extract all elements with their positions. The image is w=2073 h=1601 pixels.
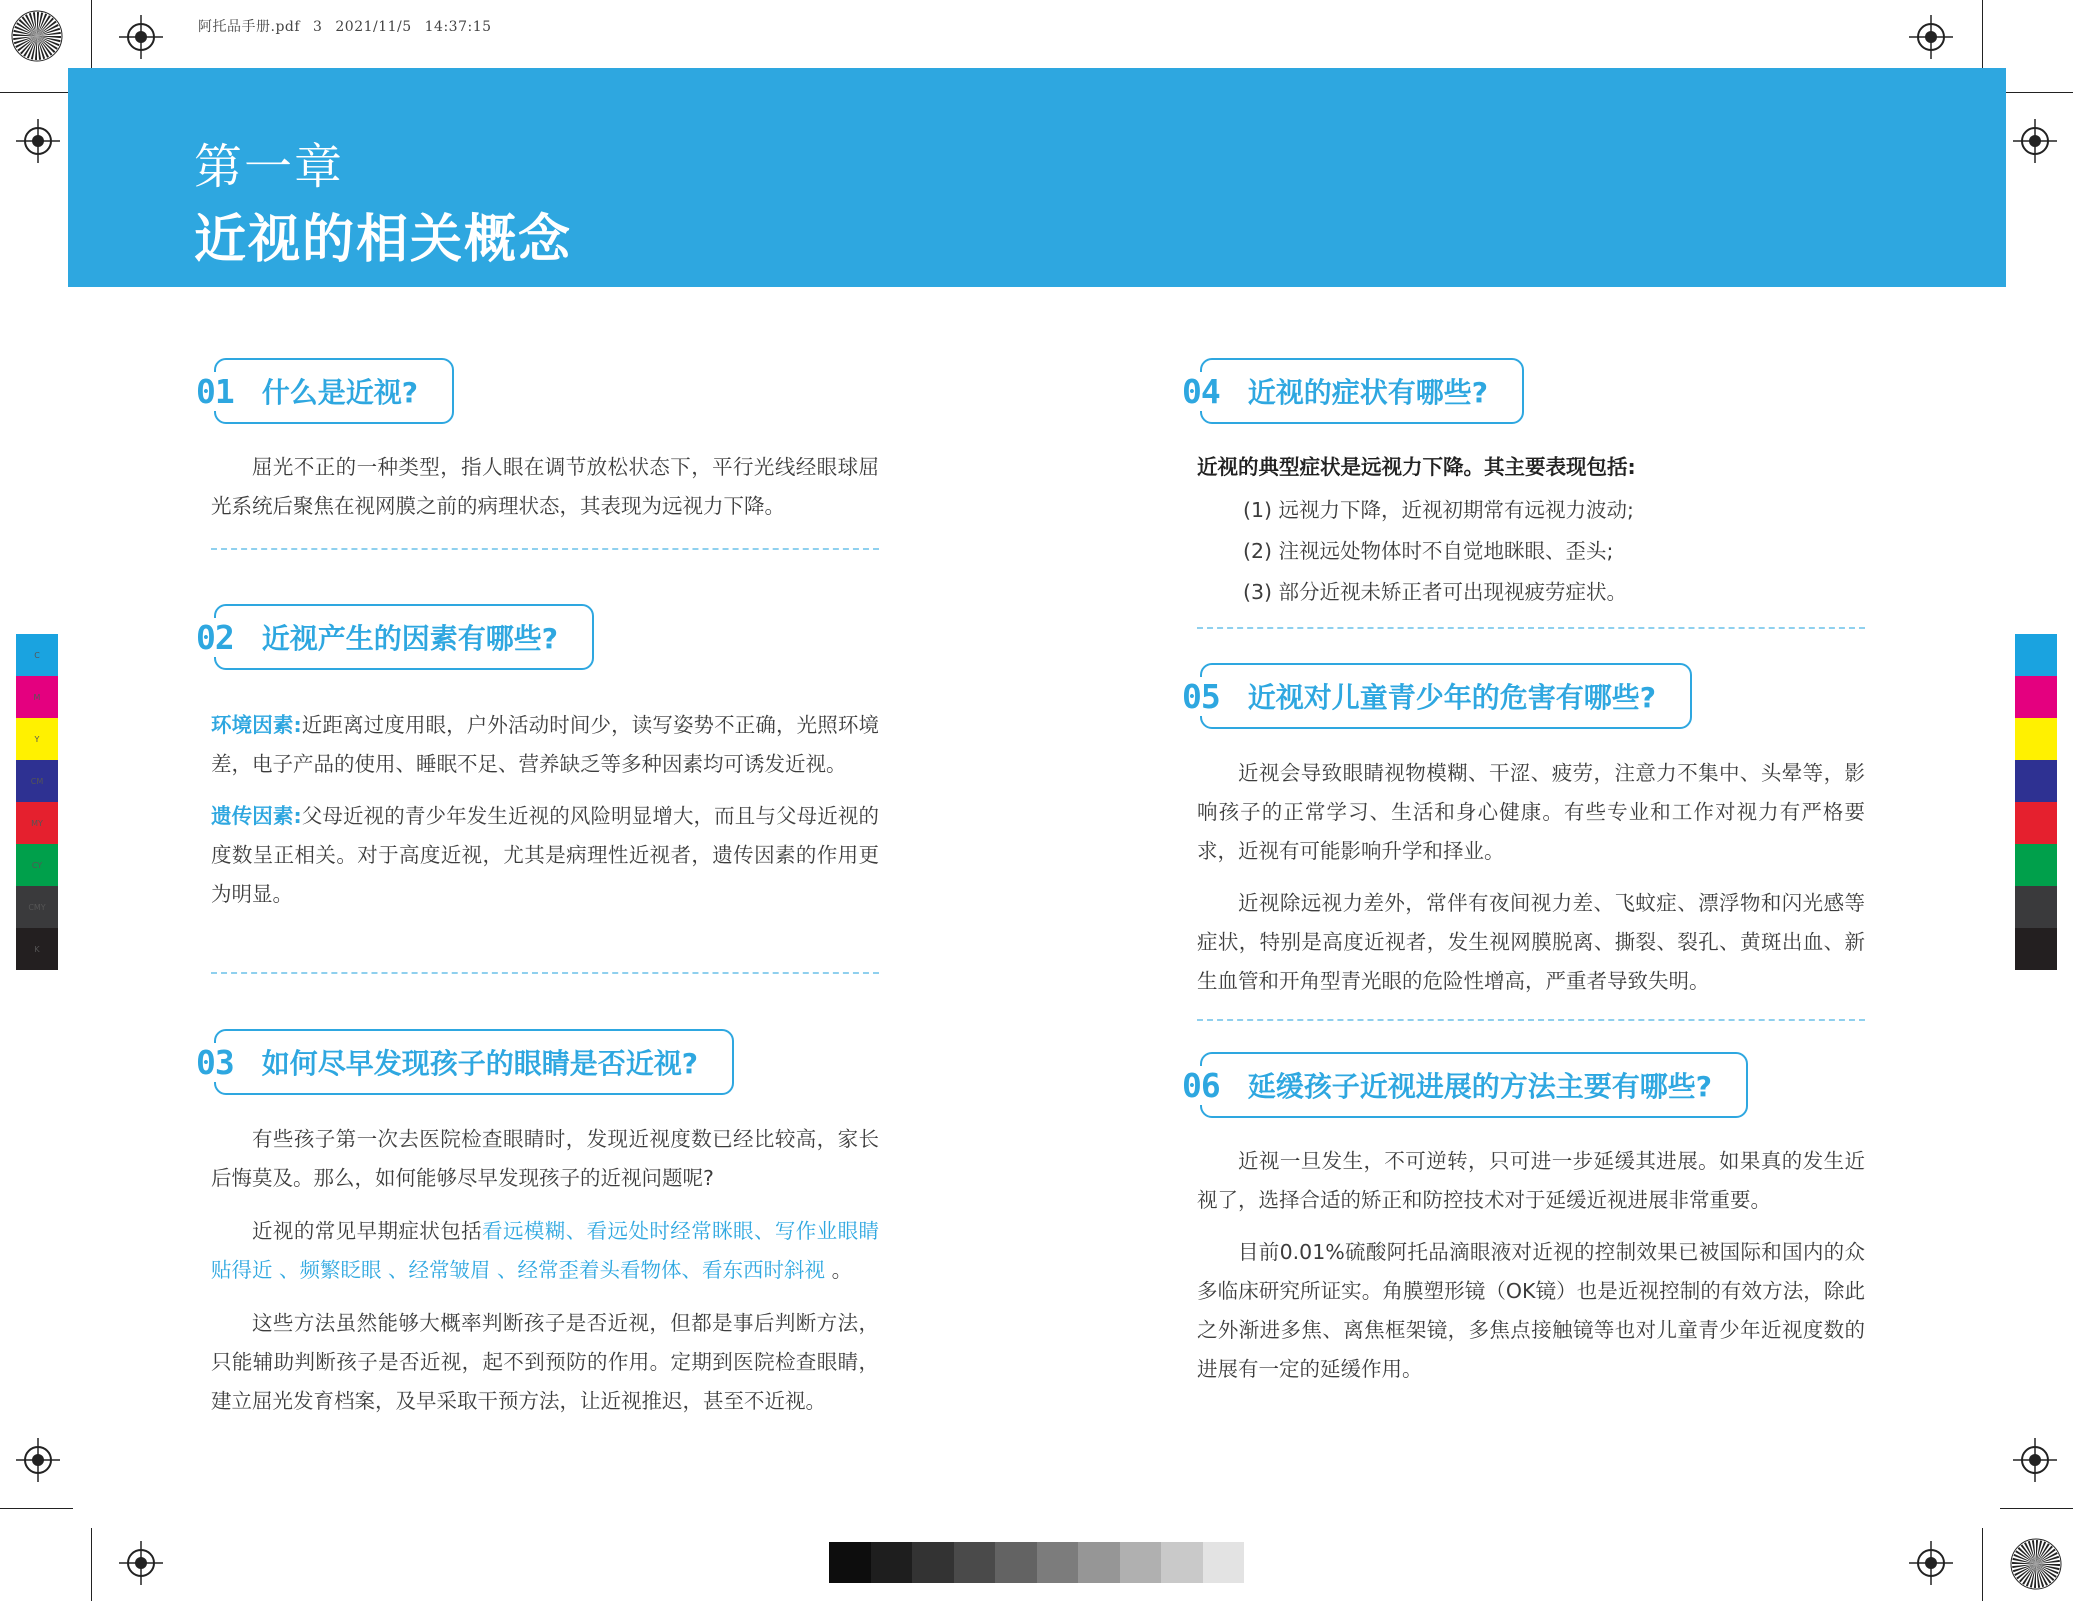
- registration-mark-icon: [119, 1541, 163, 1585]
- section-02-env-paragraph: [211, 706, 879, 784]
- gray-swatch: [1037, 1542, 1079, 1583]
- gray-swatch: [954, 1542, 996, 1583]
- color-swatch: [2015, 634, 2057, 676]
- trim-line: [0, 92, 73, 93]
- starburst-mark-icon: [11, 10, 63, 62]
- section-05-paragraph-1: 近视会导致眼睛视物模糊、干涩、疲劳，注意力不集中、头晕等，影响孩子的正常学习、生活和身心健康。有些专业和工作对视力有严格要求，近视有可能影响升学和择业。: [1197, 761, 1865, 863]
- trim-line: [1982, 1528, 1983, 1601]
- section-heading-01: [196, 358, 454, 424]
- section-divider: [211, 972, 879, 974]
- section-02-gen-paragraph: [211, 797, 879, 914]
- gray-scale-bar: [829, 1542, 1244, 1583]
- color-swatch: MY: [16, 802, 58, 844]
- color-swatch: [2015, 928, 2057, 970]
- chapter-label: 第一章: [194, 139, 345, 195]
- gray-swatch: [871, 1542, 913, 1583]
- gray-swatch: [1078, 1542, 1120, 1583]
- color-bar-right: [2015, 634, 2057, 970]
- color-swatch: [2015, 886, 2057, 928]
- section-heading-02: [196, 604, 594, 670]
- gen-text: 父母近视的青少年发生近视的风险明显增大，而且与父母近视的度数呈正相关。对于高度近视，尤其是病理性近视者，遗传因素的作用更为明显。: [211, 804, 880, 906]
- section-title: 近视的症状有哪些?: [1200, 358, 1524, 424]
- section-03-paragraph-1: 有些孩子第一次去医院检查眼睛时，发现近视度数已经比较高，家长后悔莫及。那么，如何能够尽早发现孩子的近视问题呢?: [211, 1127, 879, 1190]
- color-bar-left: [16, 634, 58, 970]
- symptoms-end: 。: [825, 1258, 853, 1282]
- env-label: 环境因素:: [211, 713, 302, 737]
- section-06-paragraph-1: 近视一旦发生，不可逆转，只可进一步延缓其进展。如果真的发生近视了，选择合适的矫正和防控技术对于延缓近视进展非常重要。: [1197, 1149, 1865, 1212]
- section-title: 近视产生的因素有哪些?: [214, 604, 594, 670]
- color-swatch: [2015, 844, 2057, 886]
- section-number: 05: [1182, 677, 1226, 716]
- print-page: 3: [313, 19, 323, 35]
- print-filename: 阿托品手册.pdf: [198, 19, 301, 35]
- gray-swatch: [912, 1542, 954, 1583]
- registration-mark-icon: [1909, 1541, 1953, 1585]
- color-swatch: M: [16, 676, 58, 718]
- list-item: (3) 部分近视未矫正者可出现视疲劳症状。: [1243, 580, 1628, 604]
- trim-line: [0, 1508, 73, 1509]
- section-divider: [1197, 1019, 1865, 1021]
- print-date: 2021/11/5: [335, 19, 412, 35]
- gen-label: 遗传因素:: [211, 804, 302, 828]
- section-title: 什么是近视?: [214, 358, 454, 424]
- color-swatch: CY: [16, 844, 58, 886]
- section-number: 03: [196, 1043, 240, 1082]
- chapter-title: 近视的相关概念: [194, 210, 573, 270]
- trim-line: [91, 0, 92, 73]
- gray-swatch: [995, 1542, 1037, 1583]
- section-divider: [1197, 627, 1865, 629]
- section-number: 02: [196, 618, 240, 657]
- list-item: (1) 远视力下降，近视初期常有远视力波动;: [1243, 498, 1634, 522]
- color-swatch: Y: [16, 718, 58, 760]
- color-swatch: [2015, 802, 2057, 844]
- symptoms-intro: 近视的常见早期症状包括: [252, 1219, 483, 1243]
- section-title: 如何尽早发现孩子的眼睛是否近视?: [214, 1029, 734, 1095]
- section-heading-05: [1182, 663, 1692, 729]
- section-04-list: [1243, 490, 1863, 613]
- section-05-paragraph-2: 近视除远视力差外，常伴有夜间视力差、飞蚊症、漂浮物和闪光感等症状，特别是高度近视者，发生视网膜脱离、撕裂、裂孔、黄斑出血、新生血管和开角型青光眼的危险性增高，严重者导致失明。: [1197, 891, 1865, 993]
- section-title: 近视对儿童青少年的危害有哪些?: [1200, 663, 1692, 729]
- section-divider: [211, 548, 879, 550]
- section-heading-03: [196, 1029, 734, 1095]
- section-number: 04: [1182, 372, 1226, 411]
- starburst-mark-icon: [2010, 1538, 2062, 1590]
- registration-mark-icon: [119, 15, 163, 59]
- section-06-paragraph-2: 目前0.01%硫酸阿托品滴眼液对近视的控制效果已被国际和国内的众多临床研究所证实。角膜塑形镜（OK镜）也是近视控制的有效方法，除此之外渐进多焦、离焦框架镜，多焦点接触镜等也对儿童青少年近视度数的进展有一定的延缓作用。: [1197, 1240, 1865, 1381]
- section-03-paragraph-3: 这些方法虽然能够大概率判断孩子是否近视，但都是事后判断方法，只能辅助判断孩子是否近视，起不到预防的作用。定期到医院检查眼睛，建立屈光发育档案，及早采取干预方法，让近视推迟，甚至不近视。: [211, 1311, 879, 1413]
- registration-mark-icon: [2013, 119, 2057, 163]
- symptoms-highlight: 看远模糊、看远处时经常眯眼、写作业眼睛贴得近 、频繁眨眼 、经常皱眉 、经常歪着头看物体、看东西时斜视: [211, 1219, 880, 1282]
- section-04-intro: 近视的典型症状是远视力下降。其主要表现包括:: [1197, 455, 1636, 479]
- section-01-paragraph: 屈光不正的一种类型，指人眼在调节放松状态下，平行光线经眼球屈光系统后聚焦在视网膜之前的病理状态，其表现为远视力下降。: [211, 455, 879, 518]
- print-time: 14:37:15: [424, 19, 492, 35]
- gray-swatch: [829, 1542, 871, 1583]
- section-heading-06: [1182, 1052, 1748, 1118]
- section-title: 延缓孩子近视进展的方法主要有哪些?: [1200, 1052, 1748, 1118]
- list-item: (2) 注视远处物体时不自觉地眯眼、歪头;: [1243, 539, 1614, 563]
- color-swatch: [2015, 718, 2057, 760]
- env-text: 近距离过度用眼，户外活动时间少，读写姿势不正确，光照环境差，电子产品的使用、睡眠不足、营养缺乏等多种因素均可诱发近视。: [211, 713, 880, 776]
- section-number: 01: [196, 372, 240, 411]
- color-swatch: C: [16, 634, 58, 676]
- section-number: 06: [1182, 1066, 1226, 1105]
- color-swatch: CMY: [16, 886, 58, 928]
- registration-mark-icon: [16, 1438, 60, 1482]
- color-swatch: CM: [16, 760, 58, 802]
- section-03-paragraph-2: [211, 1212, 879, 1290]
- registration-mark-icon: [16, 119, 60, 163]
- color-swatch: [2015, 676, 2057, 718]
- trim-line: [1982, 0, 1983, 73]
- registration-mark-icon: [1909, 15, 1953, 59]
- gray-swatch: [1203, 1542, 1245, 1583]
- gray-swatch: [1161, 1542, 1203, 1583]
- trim-line: [91, 1528, 92, 1601]
- section-heading-04: [1182, 358, 1524, 424]
- print-header: [198, 16, 500, 36]
- registration-mark-icon: [2013, 1438, 2057, 1482]
- gray-swatch: [1120, 1542, 1162, 1583]
- color-swatch: K: [16, 928, 58, 970]
- trim-line: [2000, 92, 2073, 93]
- trim-line: [2000, 1508, 2073, 1509]
- color-swatch: [2015, 760, 2057, 802]
